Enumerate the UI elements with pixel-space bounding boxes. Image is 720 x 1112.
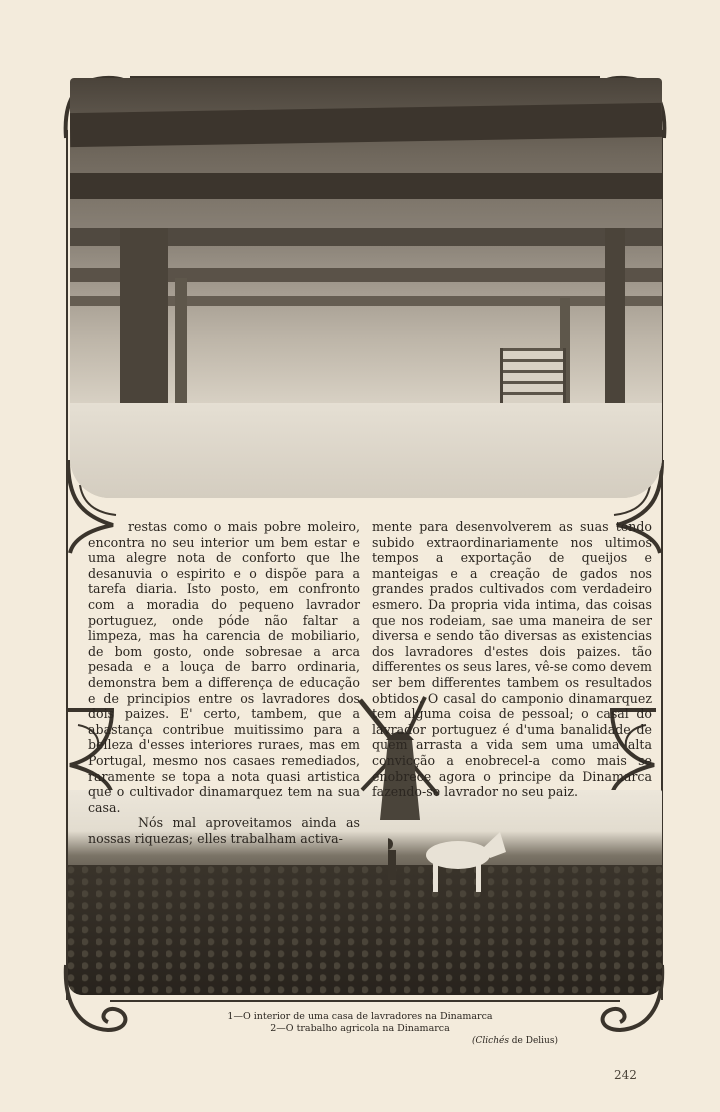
credit-italic: (Clichés [472,1036,509,1046]
article-paragraph: Nós mal aproveitamos ainda as nossas riquezas; elles trabalham activa- [88,815,360,846]
article-paragraph: restas como o mais pobre moleiro, encontra no seu interior um bem estar e uma alegre nota de conforto que lhe desanuvia o espirito e o dispõe para a tarefa diaria. Isto posto, em confronto com a moradia do pequeno lavrador portuguez, onde póde não faltar a limpeza, mas ha carencia de mobiliario, de bom gosto, onde sobresae a arca pesada e a louça de barro ordinaria, demonstra bem a differença de educação e de principios entre os lavradores dos dois paizes. E' certo, tambem, que a abastança contribue muitissimo para a belleza d'esses interiores ruraes, mas em Portugal, mesmo nos casaes remediados, raramente se topa a nota quasi artistica que o cultivador dinamarquez tem na sua casa. [88,519,360,815]
frame-bottom-line [110,1000,620,1002]
article-left-column [88,519,360,846]
credit-rest: de Delius) [508,1036,558,1046]
article-right-column [372,519,652,800]
page-number: 242 [614,1068,637,1082]
photo-credit [472,1036,558,1046]
farmhouse-interior-photo [70,78,662,498]
article-paragraph: mente para desenvolverem as suas tendo subido extraordinariamente nos ultimos tempos a exportação de queijos e manteigas e a creação de gados nos grandes prados cultivados com verdadeiro esmero. Da propria vida intima, das coisas que nos rodeiam, sae uma maneira de ser diversa e sendo tão diversas as existencias dos lavradores d'estes dois paizes. tão differentes os seus lares, vê-se como devem ser bem differentes tambem os resultados obtidos. O casal do camponio dinamarquez tem alguma coisa de pessoal; o casal do lavrador portuguez é d'uma banalidade de quem arrasta a vida sem uma uma alta convicção a enobrecel-a como mais se enobrece agora o principe da Dinamarca fazendo-se lavrador no seu paiz. [372,519,653,800]
caption-line-2: 2—O trabalho agricola na Dinamarca [270,1023,450,1034]
caption-line-1: 1—O interior de uma casa de lavradores na Dinamarca [227,1011,493,1022]
